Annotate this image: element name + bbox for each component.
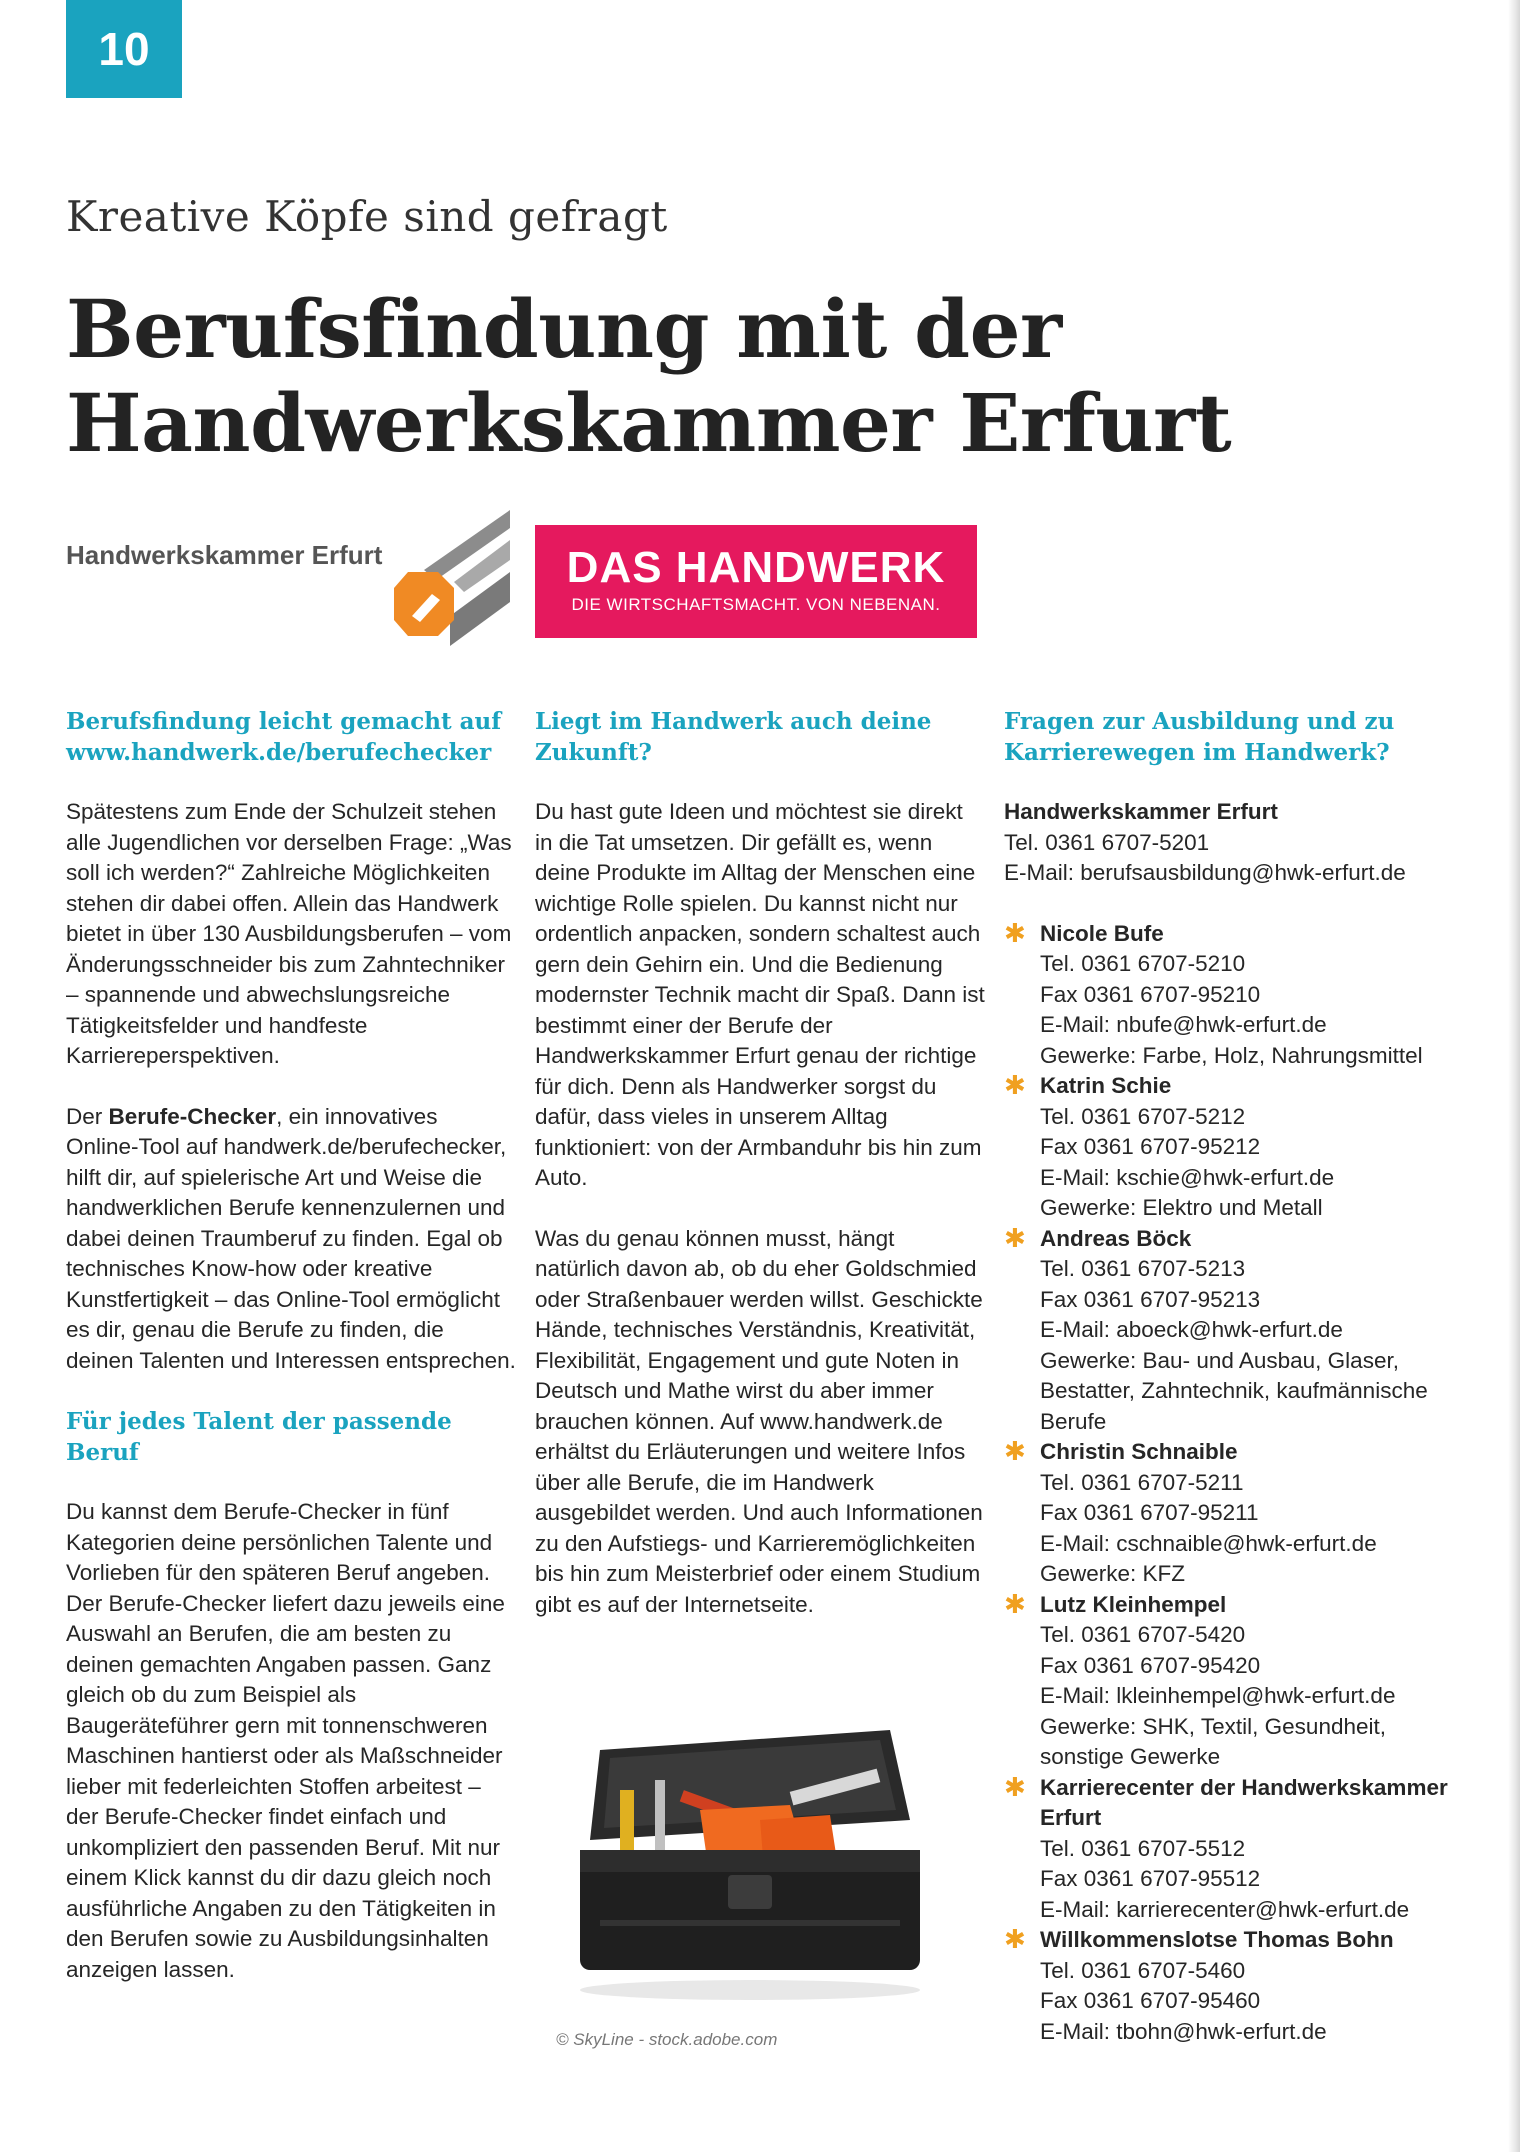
page-edge xyxy=(1508,0,1520,2152)
star-icon: ✱ xyxy=(1004,1436,1026,1466)
contact-email: E-Mail: nbufe@hwk-erfurt.de xyxy=(1040,1012,1327,1037)
org-email: E-Mail: berufsausbildung@hwk-erfurt.de xyxy=(1004,860,1406,885)
paragraph: Du hast gute Ideen und möchtest sie direkt in die Tat umsetzen. Dir gefällt es, wenn deine Produkte im Alltag der Menschen eine wichtige Rolle spielen. Du kannst nicht nur ordentlich anpacken, sondern schaltest auch gern dein Gehirn ein. Und die Bedienung modernster Technik macht dir Spaß. Dann ist bestimmt einer der Berufe der Handwerkskammer Erfurt genau der richtige für dich. Denn als Handwerker sorgst du dafür, dass vieles in unserem Alltag funktioniert: von der Armbanduhr bis hin zum Auto. xyxy=(535,799,985,1190)
das-handwerk-title: DAS HANDWERK xyxy=(566,543,946,592)
kicker: Kreative Köpfe sind gefragt xyxy=(66,192,668,241)
contact-phone: Tel. 0361 6707-5213 xyxy=(1040,1256,1246,1281)
headline-line-1: Berufsfindung mit der xyxy=(66,282,1062,376)
contact-name: Andreas Böck xyxy=(1040,1225,1192,1251)
contact-trades: Gewerke: Elektro und Metall xyxy=(1040,1195,1323,1220)
contact-trades: Gewerke: Farbe, Holz, Nahrungsmittel xyxy=(1040,1042,1423,1068)
toolbox-image xyxy=(560,1710,940,2000)
das-handwerk-claim: DIE WIRTSCHAFTSMACHT. VON NEBENAN. xyxy=(571,595,941,614)
contact-fax: Fax 0361 6707-95420 xyxy=(1040,1652,1261,1678)
contact-phone: Tel. 0361 6707-5212 xyxy=(1040,1103,1246,1129)
contact-phone: Tel. 0361 6707-5460 xyxy=(1040,1957,1246,1983)
bold-term: Berufe-Checker xyxy=(108,1103,277,1129)
star-icon: ✱ xyxy=(1004,1924,1026,1954)
org-contact xyxy=(1004,797,1474,889)
contact-email: E-Mail: aboeck@hwk-erfurt.de xyxy=(1040,1317,1343,1342)
contact-phone: Tel. 0361 6707-5512 xyxy=(1040,1835,1246,1861)
contact-email: E-Mail: tbohn@hwk-erfurt.de xyxy=(1040,2018,1327,2044)
contact-person xyxy=(1004,1224,1474,1438)
section-heading: Für jedes Talent der passende Beruf xyxy=(66,1408,452,1466)
paragraph: Was du genau können musst, hängt natürlich davon ab, ob du eher Goldschmied oder Straßenbauer werden willst. Geschickte Hände, technisches Verständnis, Kreativität, Flexibilität, Engagement und gute Noten in Deutsch und Mathe wirst du aber immer brauchen können. Auf www.handwerk.de erhältst du Erläuterungen und weitere Infos über alle Berufe, die im Handwerk ausgebildet werden. Und auch Informationen zu den Aufstiegs- und Karrieremöglichkeiten bis hin zum Meisterbrief oder einem Studium gibt es auf der Internetseite. xyxy=(535,1225,983,1617)
column-contacts xyxy=(1004,706,1474,2047)
contact-name: Christin Schnaible xyxy=(1040,1439,1238,1464)
text: Der xyxy=(66,1103,109,1129)
contact-person xyxy=(1004,1437,1474,1590)
contact-name: Willkommenslotse Thomas Bohn xyxy=(1040,1927,1394,1952)
contact-fax: Fax 0361 6707-95212 xyxy=(1040,1134,1261,1159)
paragraph: Spätestens zum Ende der Schulzeit stehen alle Jugendlichen vor derselben Frage: „Was soll ich werden?“ Zahlreiche Möglichkeiten stehen dir dabei offen. Allein das Handwerk bietet in über 130 Ausbildungsberufen – vom Änderungsschneider bis zum Zahntechniker – spannende und abwechslungsreiche Tätigkeitsfelder und handfeste Karriereperspektiven. xyxy=(66,799,512,1068)
contact-email: E-Mail: kschie@hwk-erfurt.de xyxy=(1040,1164,1335,1190)
org-name: Handwerkskammer Erfurt xyxy=(1004,799,1278,824)
star-icon: ✱ xyxy=(1004,1222,1026,1253)
section-heading: Liegt im Handwerk auch deine Zukunft? xyxy=(535,708,932,766)
page-number-badge: 10 xyxy=(66,0,182,98)
hwk-logo-icon xyxy=(394,510,510,646)
contact-person xyxy=(1004,1071,1474,1224)
contact-trades: Gewerke: SHK, Textil, Gesundheit, sonstige Gewerke xyxy=(1040,1713,1386,1769)
contact-fax: Fax 0361 6707-95512 xyxy=(1040,1866,1261,1891)
contact-name: Nicole Bufe xyxy=(1040,920,1164,946)
contact-trades: Gewerke: KFZ xyxy=(1040,1561,1186,1586)
contact-email: E-Mail: karrierecenter@hwk-erfurt.de xyxy=(1040,1896,1410,1922)
contact-fax: Fax 0361 6707-95211 xyxy=(1040,1500,1259,1525)
headline-line-2: Handwerkskammer Erfurt xyxy=(66,376,1232,470)
contact-name: Karrierecenter der Handwerkskammer Erfurt xyxy=(1040,1774,1448,1830)
contact-email: E-Mail: lkleinhempel@hwk-erfurt.de xyxy=(1040,1683,1396,1708)
contact-name: Lutz Kleinhempel xyxy=(1040,1591,1227,1617)
column-zukunft xyxy=(535,706,985,1650)
contact-fax: Fax 0361 6707-95213 xyxy=(1040,1286,1261,1312)
headline xyxy=(66,282,1266,470)
contact-email: E-Mail: cschnaible@hwk-erfurt.de xyxy=(1040,1530,1377,1556)
contact-phone: Tel. 0361 6707-5210 xyxy=(1040,951,1246,976)
contact-phone: Tel. 0361 6707-5211 xyxy=(1040,1469,1244,1495)
hwk-logo-text: Handwerkskammer Erfurt xyxy=(66,540,383,570)
paragraph xyxy=(66,1102,516,1377)
section-heading: Fragen zur Ausbildung und zu Karrierewegen im Handwerk? xyxy=(1004,708,1395,766)
star-icon: ✱ xyxy=(1004,1070,1026,1100)
contact-fax: Fax 0361 6707-95210 xyxy=(1040,981,1261,1007)
section-heading: Berufsfindung leicht gemacht auf www.handwerk.de/berufechecker xyxy=(66,708,502,766)
contact-person xyxy=(1004,1925,1474,2047)
star-icon: ✱ xyxy=(1004,917,1026,948)
org-phone: Tel. 0361 6707-5201 xyxy=(1004,829,1210,855)
paragraph: Du kannst dem Berufe-Checker in fünf Kategorien deine persönlichen Talente und Vorlieben für den späteren Beruf angeben. Der Berufe-Checker liefert dazu jeweils eine Auswahl an Berufen, die am besten zu deinen gemachten Angaben passen. Ganz gleich ob du zum Beispiel als Baugeräteführer gern mit tonnenschweren Maschinen hantierst oder als Maßschneider lieber mit federleichten Stoffen arbeitest – der Berufe-Checker findet einfach und unkompliziert den passenden Beruf. Mit nur einem Klick kannst du dir dazu gleich noch ausführliche Angaben zu den Tätigkeiten in den Berufen sowie zu Ausbildungsinhalten anzeigen lassen. xyxy=(66,1499,505,1982)
contact-person xyxy=(1004,919,1474,1072)
star-icon: ✱ xyxy=(1004,1771,1026,1802)
contact-phone: Tel. 0361 6707-5420 xyxy=(1040,1622,1246,1647)
star-icon: ✱ xyxy=(1004,1588,1026,1619)
contact-fax: Fax 0361 6707-95460 xyxy=(1040,1988,1261,2013)
contact-person xyxy=(1004,1773,1474,1926)
column-berufe-checker xyxy=(66,706,516,2015)
contact-name: Katrin Schie xyxy=(1040,1073,1172,1098)
text: , ein innovatives Online-Tool auf handwerk.de/berufechecker, hilft dir, auf spielerische Art und Weise die handwerklichen Berufe kennenzulernen und dabei deinen Traumberuf zu finden. Egal ob technisches Know-how oder kreative Kunstfertigkeit – das Online-Tool ermöglicht es dir, genau die Berufe zu finden, die deinen Talenten und Interessen entsprechen. xyxy=(66,1103,516,1373)
contact-trades: Gewerke: Bau- und Ausbau, Glaser, Bestatter, Zahntechnik, kaufmännische Berufe xyxy=(1040,1347,1428,1434)
image-credit: © SkyLine - stock.adobe.com xyxy=(556,2030,778,2049)
contact-person xyxy=(1004,1590,1474,1773)
das-handwerk-logo xyxy=(535,525,977,638)
